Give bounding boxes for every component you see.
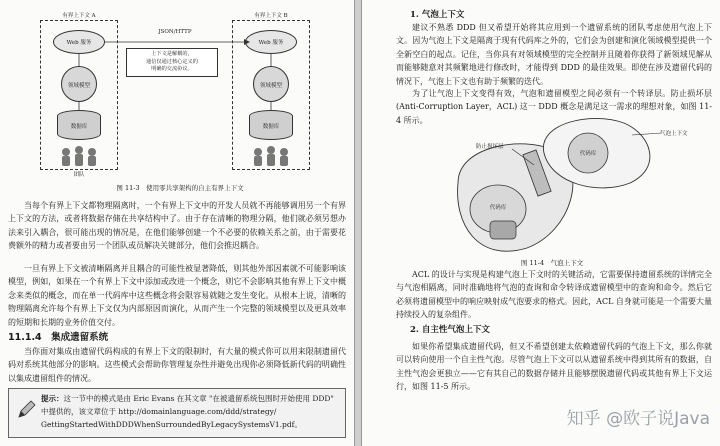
heading-autonomous-bubble: 2. 自主性气泡上下文 <box>410 325 490 335</box>
left-paragraph-2: 一旦有界上下文被清晰隔离并且耦合的可能性被显著降低，则其他外部因素就不可能影响该模型，例如，如果在一个有界上下文中添加或改进一个概念，则它不会影响其他有界上下文中概念来类似的概念，而在单一代码库中这些概念将会限容易就随之发生变化。从根本上说，清晰的物理隔离允许每个有界上下文仅为内部原因而演化，从而产生一个完整的领域模型以及更具效率的短期和长期的业务价值交付。 <box>8 264 346 327</box>
right-paragraph-4: 如果你希望集成遗留代码，但又不希望创建太依赖遗留代码的气泡上下文，那么你就可以转向使用一个自主性气泡。尽管气泡上下文可以从遗留系统中得到其所有的数据，自主性气泡会更独立——它有其自己的数据存储并且能够摆脱遗留代码或其他有界上下文运行，如图 11-5 所示。 <box>396 342 712 392</box>
tip-box <box>8 388 346 438</box>
team-a-icon <box>62 146 96 166</box>
heading-bubble-context: 1. 气泡上下文 <box>410 10 465 20</box>
web-service-a-label: Web 服务 <box>66 40 92 46</box>
figure-11-3-caption: 图 11-3 使用零共享架构的自主有界上下文 <box>116 184 244 192</box>
database-a-label: 数据库 <box>70 124 88 130</box>
right-paragraph-2: 为了让气泡上下文变得有效，气泡和遗留模型之间必须有一个转译层。防止损坏层 (Anti-Corruption Layer，ACL) 这一 DDD 概念是满足这一需求的理想对象，如图 11-4 所示。 <box>396 89 712 125</box>
pencil-icon <box>15 399 37 421</box>
watermark: 知乎 @欧子说Java <box>566 409 710 429</box>
left-page <box>0 0 355 446</box>
database-b-label: 数据库 <box>262 124 280 130</box>
legacy-codebase-label: 代码库 <box>489 205 507 211</box>
tip-text-line2: GettingStartedWithDDDWhenSurroundedByLegacySystemsV1.pdf。 <box>41 420 302 429</box>
domain-model-a-label: 领域模型 <box>67 83 90 89</box>
right-paragraph-3: ACL 的设计与实现是构建气泡上下文时的关键活动，它需要保持遗留系统的详情完全与气泡相隔离，同时准确地将气泡的查询和命令转译成遗留模型中的查询和命令。然后它必须将遗留模型中的响应映射成气泡要求的格式。因此，ACL 自身就可能是一个需要大量持续投入的复杂组件。 <box>396 270 712 320</box>
protocol-label: JSON/HTTP <box>158 29 192 35</box>
bubble-context-label: 气泡上下文 <box>660 131 688 137</box>
tip-label: 提示： <box>41 394 64 403</box>
domain-model-b-label: 领域模型 <box>259 83 282 89</box>
left-paragraph-3: 当你面对集成由遗留代码构成的有界上下文的限制时，有大量的模式你可以用来限制遗留代码对系统其他部分的影响。这些模式会帮助你管理复杂性并避免出现你必须降低新代码的明确性以集成遗留组件的情况。 <box>8 347 346 383</box>
right-paragraph-1: 建议不熟悉 DDD 但又希望开始将其应用到一个遗留系统的团队考虑使用气泡上下文。因为气泡上下文是隔离于现有代码库之外的，它们会为创建和演化领域模型提供一个全新空白的起点。记住，当你具有对领域模型的完全控制并且随着你获得了新领域见解从而能够随意对其频繁地进行修改时，才能得到 DDD 的最佳效果。即使在涉及遗留代码的情况下，气泡上下文也有助于频繁的迭代。 <box>396 23 712 86</box>
right-page <box>361 0 720 446</box>
web-service-b-label: Web 服务 <box>258 40 284 46</box>
team-b-icon <box>254 146 288 166</box>
legacy-database-icon <box>490 221 516 239</box>
context-a-title: 有界上下文 A <box>62 13 96 19</box>
tip-text-line1: 这一节中的模式是由 Eric Evans 在其文章 "在被遗留系统包围时开始使用 DDD" 中提供的，该文章位于 http://domainlanguage.com/ddd/strategy/ <box>41 394 334 416</box>
section-heading-11-1-4: 11.1.4 集成遗留系统 <box>8 332 109 343</box>
figure-11-4-caption: 图 11-4 气泡上下文 <box>520 259 584 267</box>
left-paragraph-1: 当每个有界上下文都物理隔离时，一个有界上下文中的开发人员就不再能够调用另一个有界上下文的方法，或者将数据存储在共享结构中了。由于存在清晰的物理分隔，他们就必须另想办法来引入耦合，很可能出现的情况是，在他们能够创建一个不必要的依赖关系之前，由于需要花费额外的精力或者要由另一个团队或员解决关键部分，他们会推迟耦合。 <box>8 201 346 251</box>
arrow-head-icon <box>244 39 250 45</box>
acl-label: 防止损坏层 <box>476 144 504 150</box>
context-b-title: 有界上下文 B <box>254 13 288 19</box>
team-label: 团队 <box>73 172 85 178</box>
figure-11-4-shapes <box>362 113 720 273</box>
bubble-codebase-label: 代码库 <box>579 151 597 157</box>
decoupled-note: 上下文是解耦的， 通信仅通过核心定义的 明确的交流协议。 <box>126 48 218 77</box>
